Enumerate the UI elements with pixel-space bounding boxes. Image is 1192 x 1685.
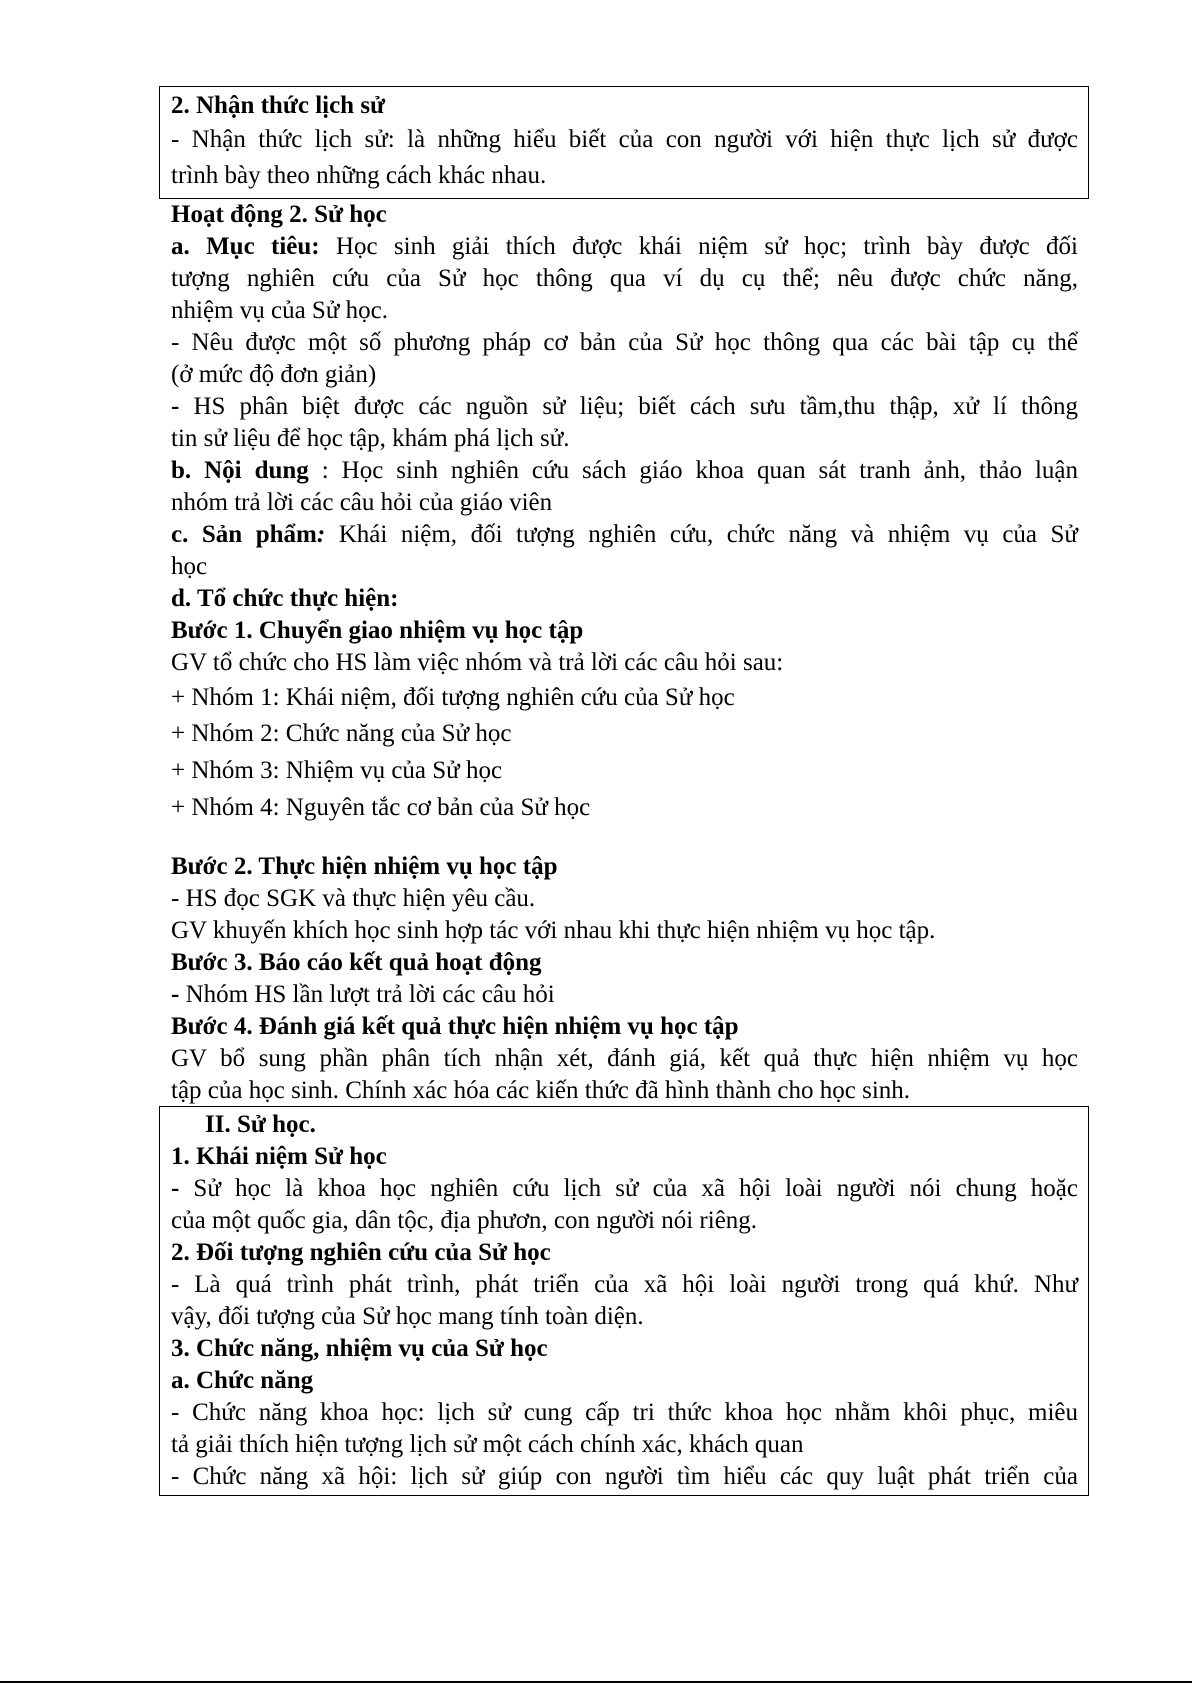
group-item: + Nhóm 2: Chức năng của Sử học: [171, 720, 512, 747]
step-heading: Bước 4. Đánh giá kết quả thực hiện nhiệm vụ học tập: [171, 1013, 739, 1040]
step-text: GV tổ chức cho HS làm việc nhóm và trả lời các câu hỏi sau:: [171, 649, 784, 676]
product-colon: :: [316, 521, 326, 548]
step-text: GV bổ sung phần phân tích nhận xét, đánh giá, kết quả thực hiện nhiệm vụ học: [171, 1045, 1078, 1072]
content-line: [171, 455, 1078, 487]
activity-title: Hoạt động 2. Sử học: [171, 201, 387, 228]
product-line: học: [171, 553, 208, 580]
goal-line: [171, 231, 1078, 263]
step-text: GV khuyến khích học sinh hợp tác với nhau khi thực hiện nhiệm vụ học tập.: [171, 917, 936, 944]
product-label: c. Sản phẩm: [171, 521, 317, 548]
paragraph-line: - Nhận thức lịch sử: là những hiểu biết của con người với hiện thực lịch sử được: [171, 126, 1078, 153]
goal-line: [171, 391, 1078, 423]
group-item: + Nhóm 3: Nhiệm vụ của Sử học: [171, 757, 503, 784]
goal-line: tượng nghiên cứu của Sử học thông qua ví dụ cụ thể; nêu được chức năng,: [171, 265, 1078, 292]
subheading: 3. Chức năng, nhiệm vụ của Sử học: [171, 1335, 548, 1362]
paragraph-line: - Là quá trình phát trình, phát triển của xã hội loài người trong quá khứ. Như: [171, 1271, 1078, 1298]
step-text: [171, 979, 1078, 1011]
paragraph-line: của một quốc gia, dân tộc, địa phươn, con người nói riêng.: [171, 1207, 758, 1234]
bullet-dash: -: [171, 393, 180, 420]
section-heading: II. Sử học.: [205, 1111, 316, 1138]
product-line: [171, 519, 1078, 551]
subheading: a. Chức năng: [171, 1367, 314, 1394]
bullet-dash: -: [171, 981, 180, 1008]
subheading: 2. Đối tượng nghiên cứu của Sử học: [171, 1239, 551, 1266]
content-label: b. Nội dung: [171, 457, 309, 484]
step-heading: Bước 2. Thực hiện nhiệm vụ học tập: [171, 853, 558, 880]
paragraph-line: [171, 1173, 1078, 1205]
goal-line: nhiệm vụ của Sử học.: [171, 297, 388, 324]
paragraph-line: - Chức năng khoa học: lịch sử cung cấp tri thức khoa học nhằm khôi phục, miêu: [171, 1399, 1078, 1426]
bullet-dash: -: [171, 1175, 180, 1202]
content-text: : Học sinh nghiên cứu sách giáo khoa quan sát tranh ảnh, thảo luận: [308, 457, 1078, 484]
goal-text: Học sinh giải thích được khái niệm sử học; trình bày được đối: [319, 233, 1078, 260]
goal-line: - Nêu được một số phương pháp cơ bản của Sử học thông qua các bài tập cụ thể: [171, 329, 1078, 356]
group-item: + Nhóm 1: Khái niệm, đối tượng nghiên cứu của Sử học: [171, 684, 735, 711]
paragraph-line: - Chức năng xã hội: lịch sử giúp con người tìm hiểu các quy luật phát triển của: [171, 1463, 1078, 1490]
subheading: 1. Khái niệm Sử học: [171, 1143, 387, 1170]
step-text: - HS đọc SGK và thực hiện yêu cầu.: [171, 885, 536, 912]
goal-line: tin sử liệu để học tập, khám phá lịch sử.: [171, 425, 570, 452]
product-text: Khái niệm, đối tượng nghiên cứu, chức năng và nhiệm vụ của Sử: [325, 521, 1078, 548]
goal-text: HS phân biệt được các nguồn sử liệu; biết cách sưu tầm,thu thập, xử lí thông: [179, 393, 1078, 420]
section-heading: 2. Nhận thức lịch sử: [171, 92, 386, 119]
step-text: tập của học sinh. Chính xác hóa các kiến thức đã hình thành cho học sinh.: [171, 1077, 911, 1104]
content-line: nhóm trả lời các câu hỏi của giáo viên: [171, 489, 553, 516]
step-text-body: Nhóm HS lần lượt trả lời các câu hỏi: [179, 981, 555, 1008]
paragraph-line: vậy, đối tượng của Sử học mang tính toàn diện.: [171, 1303, 644, 1330]
step-heading: Bước 1. Chuyển giao nhiệm vụ học tập: [171, 617, 584, 644]
goal-line: (ở mức độ đơn giản): [171, 361, 377, 388]
paragraph-line: tả giải thích hiện tượng lịch sử một cách chính xác, khách quan: [171, 1431, 804, 1458]
paragraph-line: trình bày theo những cách khác nhau.: [171, 162, 547, 189]
goal-label: a. Mục tiêu:: [171, 233, 320, 260]
step-heading: Bước 3. Báo cáo kết quả hoạt động: [171, 949, 542, 976]
page-bottom-rule: [0, 1681, 1192, 1683]
paragraph-text: Sử học là khoa học nghiên cứu lịch sử của xã hội loài người nói chung hoặc: [179, 1175, 1078, 1202]
group-item: + Nhóm 4: Nguyên tắc cơ bản của Sử học: [171, 794, 591, 821]
org-label: d. Tổ chức thực hiện:: [171, 585, 399, 612]
